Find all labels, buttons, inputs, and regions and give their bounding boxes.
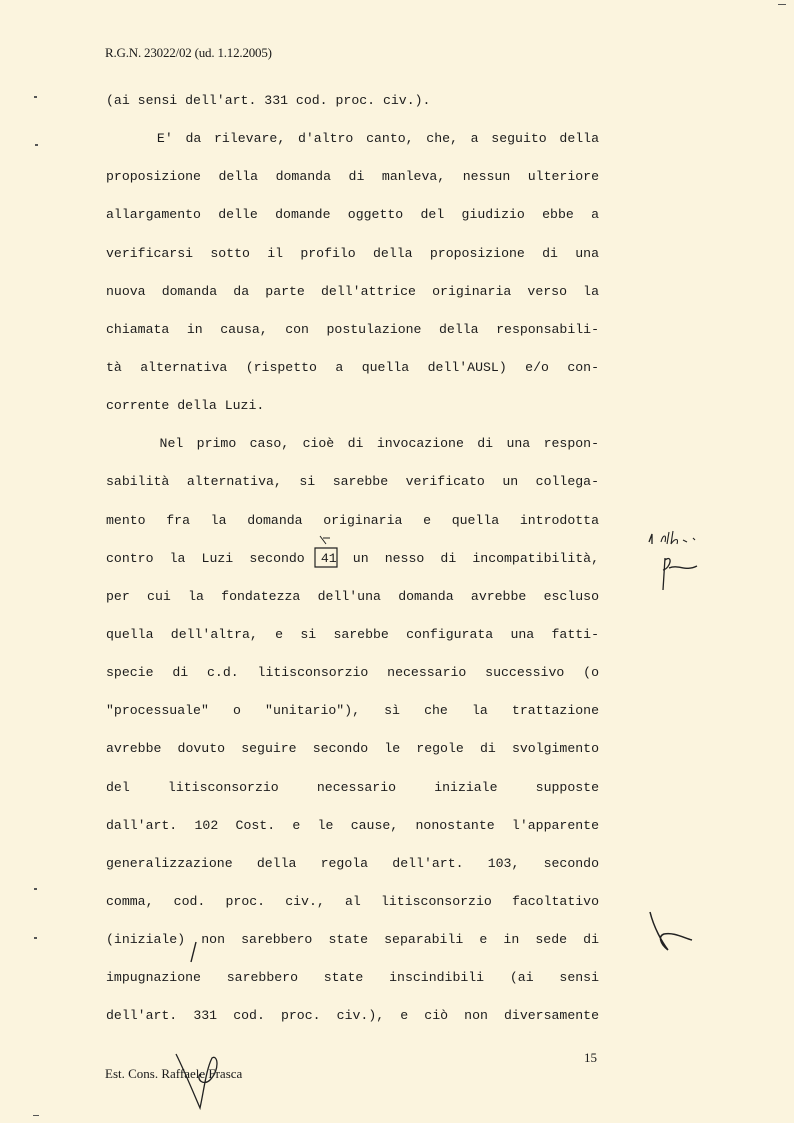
- text-line: verificarsi sotto il profilo della proposizione di una: [106, 245, 599, 261]
- text-line: corrente della Luzi.: [106, 398, 265, 414]
- text-line: (iniziale) non sarebbero state separabili e in sede di: [106, 932, 599, 948]
- text-line: comma, cod. proc. civ., al litisconsorzio facoltativo: [106, 893, 599, 909]
- text-line: chiamata in causa, con postulazione della responsabili-: [106, 321, 599, 337]
- text-line: impugnazione sarebbero state inscindibili (ai sensi: [106, 970, 599, 986]
- signature-label: Est. Cons. Raffaele Frasca: [105, 1066, 243, 1081]
- body-text: [106, 88, 599, 1042]
- page-number: 15: [584, 1050, 597, 1065]
- text-line: tà alternativa (rispetto a quella dell'AUSL) e/o con-: [106, 359, 599, 375]
- margin-initial-handwriting: [640, 908, 696, 954]
- text-line: generalizzazione della regola dell'art. 103, secondo: [106, 855, 599, 871]
- margin-speck: [34, 96, 37, 98]
- text-line: "processuale" o "unitario"), sì che la trattazione: [106, 703, 599, 719]
- margin-speck: [34, 937, 37, 939]
- margin-speck: [35, 144, 38, 146]
- case-reference: R.G.N. 23022/02 (ud. 1.12.2005): [105, 45, 272, 60]
- text-line: sabilità alternativa, si sarebbe verificato un collega-: [106, 474, 599, 490]
- handwritten-signature: [170, 1050, 230, 1112]
- text-line: mento fra la domanda originaria e quella introdotta: [106, 512, 599, 528]
- text-line: proposizione della domanda di manleva, nessun ulteriore: [106, 169, 599, 185]
- corner-speck: [778, 4, 786, 5]
- text-line: specie di c.d. litisconsorzio necessario successivo (o: [106, 665, 599, 681]
- handwritten-slash: [188, 940, 200, 964]
- text-line: dall'art. 102 Cost. e le cause, nonostante l'apparente: [106, 817, 599, 833]
- text-line: del litisconsorzio necessario iniziale supposte: [106, 779, 599, 795]
- text-line: per cui la fondatezza dell'una domanda avrebbe escluso: [106, 588, 599, 604]
- text-line: quella dell'altra, e si sarebbe configurata una fatti-: [106, 626, 599, 642]
- margin-speck: [33, 1115, 39, 1116]
- text-line: nuova domanda da parte dell'attrice originaria verso la: [106, 283, 599, 299]
- text-line: dell'art. 331 cod. proc. civ.), e ciò non diversamente: [106, 1008, 599, 1024]
- text-line: avrebbe dovuto seguire secondo le regole di svolgimento: [106, 741, 599, 757]
- text-line: Nel primo caso, cioè di invocazione di una respon-: [106, 436, 599, 452]
- handwritten-insertion-box: [312, 534, 342, 570]
- text-line: (ai sensi dell'art. 331 cod. proc. civ.).: [106, 93, 431, 108]
- text-line: E' da rilevare, d'altro canto, che, a seguito della: [106, 131, 599, 147]
- margin-speck: [34, 888, 37, 890]
- text-line: allargamento delle domande oggetto del giudizio ebbe a: [106, 207, 599, 223]
- margin-annotation-handwriting: [645, 528, 715, 594]
- text-line: contro la Luzi secondo 41 un nesso di incompatibilità,: [106, 550, 599, 566]
